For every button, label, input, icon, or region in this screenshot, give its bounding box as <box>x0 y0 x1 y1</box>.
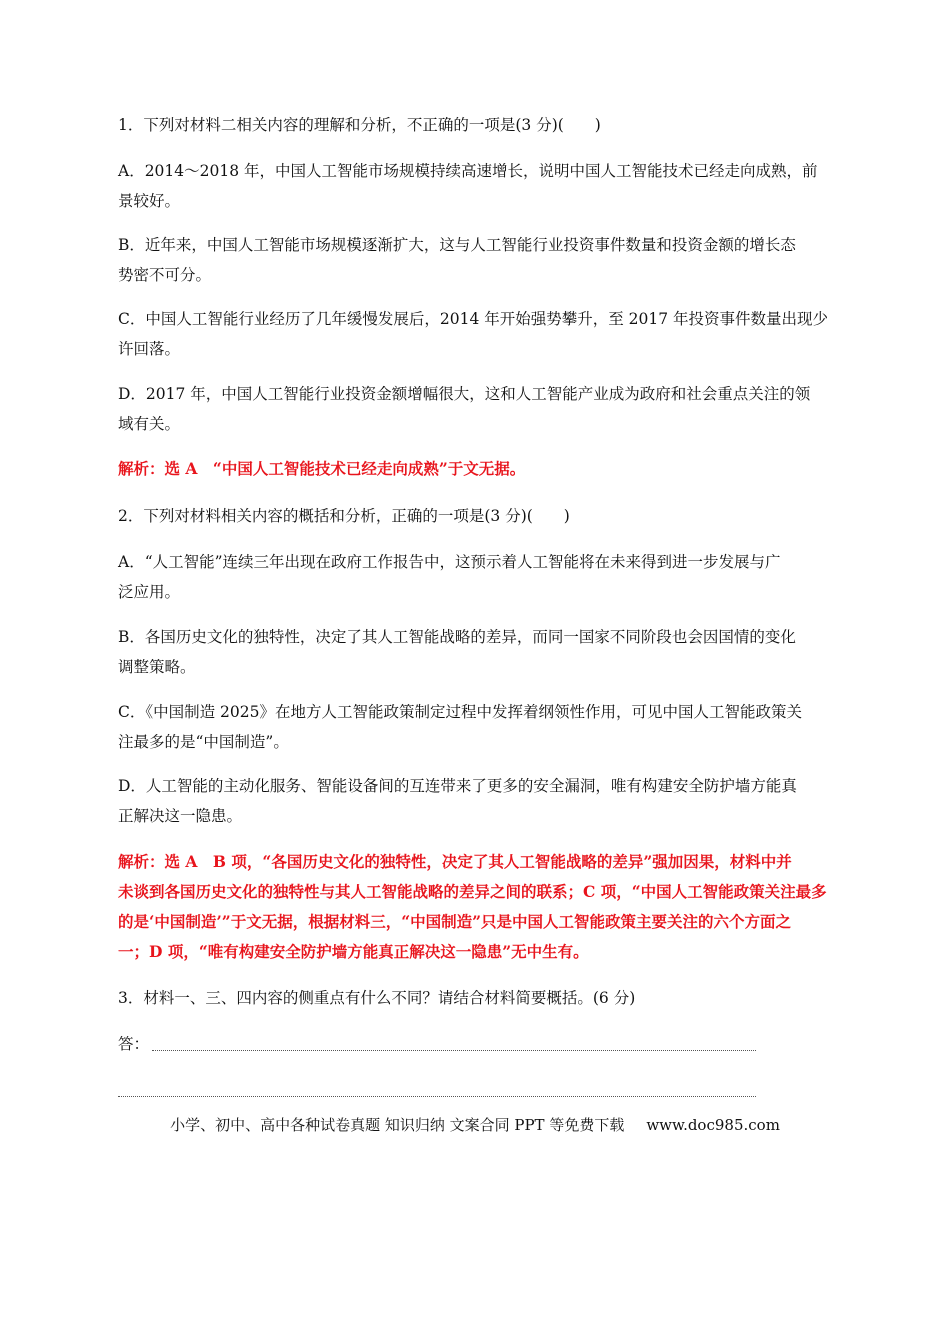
q1-option-a-line-1: A．2014～2018 年，中国人工智能市场规模持续高速增长，说明中国人工智能技术已经走向成熟，前 <box>118 162 818 180</box>
q1-option-c-line-1: C．中国人工智能行业经历了几年缓慢发展后，2014 年开始强势攀升，至 2017 年投资事件数量出现少 <box>118 310 829 328</box>
q1-option-c-line-2: 许回落。 <box>118 340 181 358</box>
page-footer <box>0 1115 950 1135</box>
footer-text: 小学、初中、高中各种试卷真题 知识归纳 文案合同 PPT 等免费下载 <box>170 1116 625 1134</box>
q2-option-b-line-1: B．各国历史文化的独特性，决定了其人工智能战略的差异，而同一国家不同阶段也会因国情的变化 <box>118 628 796 646</box>
q2-analysis-line-1: 解析：选 A B 项，“各国历史文化的独特性，决定了其人工智能战略的差异”强加因果，材料中并 <box>118 852 792 871</box>
q2-option-a-line-1: A．“人工智能”连续三年出现在政府工作报告中，这预示着人工智能将在未来得到进一步发展与广 <box>118 553 781 571</box>
q2-analysis-line-3: 的是‘中国制造’”于文无据，根据材料三，“中国制造”只是中国人工智能政策主要关注的六个方面之 <box>118 912 792 931</box>
q2-option-b-line-2: 调整策略。 <box>118 658 196 676</box>
q2-option-c-line-2: 注最多的是“中国制造”。 <box>118 733 289 751</box>
answer-label: 答： <box>118 1035 150 1053</box>
q1-option-b-line-1: B．近年来，中国人工智能市场规模逐渐扩大，这与人工智能行业投资事件数量和投资金额的增长态 <box>118 236 796 254</box>
q1-analysis: 解析：选 A “中国人工智能技术已经走向成熟”于文无据。 <box>118 459 526 478</box>
answer-line-2[interactable] <box>118 1096 756 1097</box>
q2-option-c-line-1: C．《中国制造 2025》在地方人工智能政策制定过程中发挥着纲领性作用，可见中国人工智能政策关 <box>118 703 802 721</box>
q1-option-a-line-2: 景较好。 <box>118 192 181 210</box>
q2-option-d-line-1: D．人工智能的主动化服务、智能设备间的互连带来了更多的安全漏洞，唯有构建安全防护墙方能真 <box>118 777 797 795</box>
q1-option-d-line-1: D．2017 年，中国人工智能行业投资金额增幅很大，这和人工智能产业成为政府和社会重点关注的领 <box>118 385 811 403</box>
q2-option-d-line-2: 正解决这一隐患。 <box>118 807 243 825</box>
q2-option-a-line-2: 泛应用。 <box>118 583 181 601</box>
q1-option-b-line-2: 势密不可分。 <box>118 266 212 284</box>
q1-option-d-line-2: 域有关。 <box>118 415 181 433</box>
q2-analysis-line-4: 一；D 项，“唯有构建安全防护墙方能真正解决这一隐患”无中生有。 <box>118 942 589 961</box>
answer-line-1[interactable] <box>152 1050 756 1051</box>
question-1-stem: 1．下列对材料二相关内容的理解和分析，不正确的一项是(3 分)( ) <box>118 116 601 134</box>
q2-analysis-line-2: 未谈到各国历史文化的独特性与其人工智能战略的差异之间的联系；C 项，“中国人工智能政策关注最多 <box>118 882 827 901</box>
question-3-stem: 3．材料一、三、四内容的侧重点有什么不同？请结合材料简要概括。(6 分) <box>118 989 636 1007</box>
question-2-stem: 2．下列对材料相关内容的概括和分析，正确的一项是(3 分)( ) <box>118 507 570 525</box>
footer-website: www.doc985.com <box>646 1116 780 1134</box>
